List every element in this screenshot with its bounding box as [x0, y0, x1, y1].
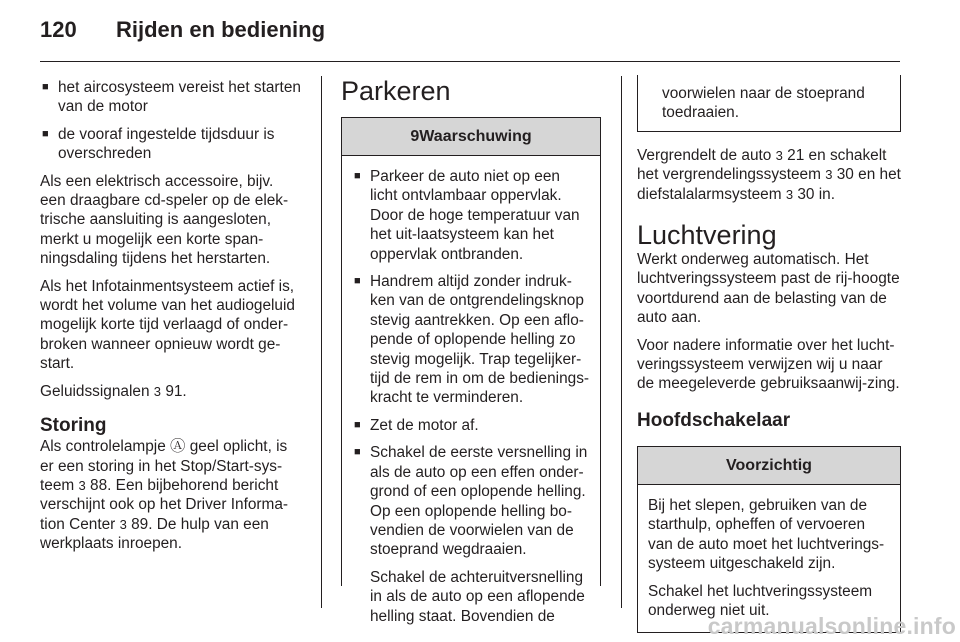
- paragraph: Schakel het luchtveringssysteem onderweg niet uit.: [648, 582, 873, 619]
- page-ref-arrow-icon: 3: [153, 383, 162, 399]
- paragraph: Schakel de achteruitversnelling in als de auto op een aflopende helling staat. Bovendien de: [370, 568, 585, 625]
- paragraph: Vergrendelt de auto 3 21 en schakelt het vergrendelingssysteem 3 30 en het diefstalalarmsysteem 3 30 in.: [637, 146, 901, 203]
- warning-icon: 9: [410, 127, 420, 145]
- paragraph: Werkt onderweg automatisch. Het luchtveringssysteem past de rij-hoogte voortdurend aan de belasting van de auto aan.: [637, 251, 900, 327]
- warning-title: Waarschuwing: [419, 127, 532, 145]
- caution-body: [638, 485, 900, 632]
- warning-body: [342, 156, 600, 626]
- page-ref-arrow-icon: 3: [119, 516, 127, 532]
- section-heading-storing: Storing: [40, 415, 107, 437]
- bullet-icon: ■: [354, 418, 361, 431]
- header-rule: [40, 61, 900, 62]
- list-item: ■ Parkeer de auto niet op een licht ontvlambaar oppervlak. Door de hoge temperatuur van het uit-laatsysteem kan het oppervlak ontbranden.: [354, 168, 580, 263]
- subsection-heading-hoofdschakelaar: Hoofdschakelaar: [637, 409, 791, 431]
- paragraph: Als het Infotainmentsysteem actief is, wordt het volume van het audiogeluid mogelijk korte tijd verlaagd of onder-broken wanneer opnieuw wordt ge-start.: [40, 277, 295, 373]
- page-ref-arrow-icon: 3: [78, 477, 86, 493]
- paragraph: Voor nadere informatie over het lucht-veringssysteem verwijzen wij u naar de meegeleverde gebruiksaanwij-zing.: [637, 336, 900, 393]
- section-heading-parkeren: Parkeren: [341, 76, 451, 106]
- page-title: Rijden en bediening: [116, 17, 326, 42]
- page-ref-arrow-icon: 3: [785, 186, 794, 202]
- column-left: [40, 78, 302, 562]
- watermark: carmanualsonline.info: [707, 613, 956, 639]
- bullet-icon: ■: [42, 127, 49, 140]
- bullet-icon: ■: [354, 446, 361, 459]
- caution-box: [637, 446, 901, 633]
- warning-body: voorwielen naar de stoeprand toedraaien.: [662, 85, 865, 122]
- warning-header: [342, 118, 600, 156]
- warning-box-continued: [637, 75, 901, 132]
- section-heading-luchtvering: Luchtvering: [637, 220, 777, 251]
- column-middle: [341, 76, 601, 625]
- page-number: 120: [40, 17, 77, 42]
- paragraph: Geluidssignalen 3 91.: [40, 382, 187, 400]
- list-item: ■ de vooraf ingestelde tijdsduur is overschreden: [42, 125, 275, 163]
- list-item: ■ Schakel de eerste versnelling in als de auto op een effen onder-grond of een oplopende helling. Op een oplopende helling bo-vendien de voorwielen van de stoeprand wegdraaien.: [354, 444, 588, 559]
- list-item: ■ Handrem altijd zonder indruk-ken van de ontgrendelingsknop stevig aantrekken. Op een aflo-pende of oplopende helling zo stevig mogelijk. Trap tegelijker-tijd de rem in om de bedienings-kracht te verminderen.: [354, 273, 590, 407]
- autostop-warning-light-icon: Ⓐ: [170, 438, 186, 456]
- warning-box: [341, 117, 601, 625]
- list-item: ■ Zet de motor af.: [354, 416, 479, 434]
- paragraph: Als een elektrisch accessoire, bijv. een draagbare cd-speler op de elek-trische aansluiting is aangesloten, merkt u mogelijk een korte span-ningsdaling tijdens het herstarten.: [40, 172, 289, 268]
- page-ref-arrow-icon: 3: [775, 147, 783, 163]
- column-divider: [621, 76, 622, 608]
- bullet-icon: ■: [42, 81, 49, 93]
- page-ref-arrow-icon: 3: [825, 167, 833, 183]
- column-right: [637, 75, 901, 633]
- paragraph: Als controlelampje Ⓐ geel oplicht, is er een storing in het Stop/Start-sys-teem 3 88. Een bijbehorend bericht verschijnt ook op het Driver Informa-tion Center 3 89. De hulp van een werkplaats inroepen.: [40, 438, 289, 553]
- column-divider: [321, 76, 322, 608]
- list-item: ■ het aircosysteem vereist het starten van de motor: [42, 79, 301, 116]
- bullet-icon: ■: [354, 275, 361, 288]
- bullet-icon: ■: [354, 170, 361, 182]
- paragraph: Bij het slepen, gebruiken van de starthulp, opheffen of vervoeren van de auto moet het luchtverings-systeem uitgeschakeld zijn.: [648, 496, 885, 573]
- caution-header: Voorzichtig: [638, 447, 900, 485]
